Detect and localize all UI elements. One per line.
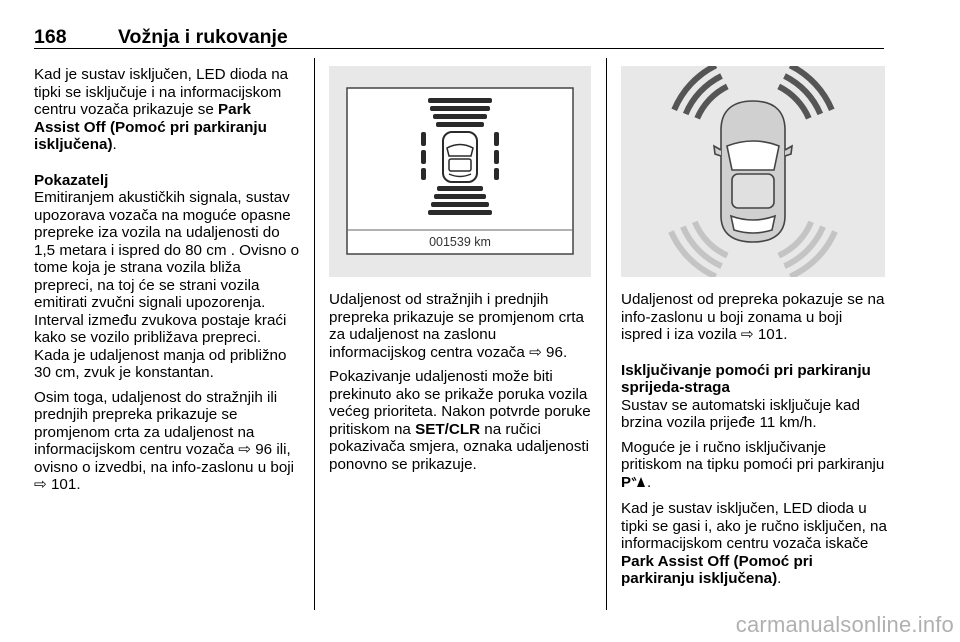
car-parking-zones-illustration <box>621 66 885 277</box>
page-reference-icon: ⇨ <box>34 476 47 493</box>
text-column-2 <box>329 291 595 480</box>
page-title: Vožnja i rukovanje <box>118 26 288 48</box>
section-heading: Pokazatelj <box>34 171 109 189</box>
parking-distance-display-illustration <box>329 66 591 277</box>
paragraph: Udaljenost od prepreka pokazuje se na info-zaslonu u boji zonama u boji ispred i iza vozila ⇨ 101. <box>621 291 885 343</box>
paragraph: Moguće je i ručno isključivanje pritiskom na tipku pomoći pri parkiranju P . <box>621 439 887 494</box>
text-column-3 <box>621 291 887 595</box>
odometer-reading: 001539 km <box>429 235 491 249</box>
page-reference-icon: ⇨ <box>238 441 251 458</box>
paragraph: Emitiranjem akustičkih signala, sustav upozorava vozača na moguće opasne prepreke iza vozila na udaljenosti do 1,5 metara i ispred do 80 cm . Ovisno o tome koja je strana vozila bliža prepreci, na toj će se strani vozila emitirati zvučni signali upozorenja. Interval između zvukova postaje kraći kako se vozilo približava prepreci. Kada je udaljenost manja od približno 30 cm, zvuk je konstantan. <box>34 189 300 381</box>
page-number: 168 <box>34 26 67 48</box>
figure-info-display <box>621 66 885 277</box>
page-header <box>34 14 884 49</box>
paragraph: Udaljenost od stražnjih i prednjih prepreka prikazuje se promjenom crta za udaljenost na zaslonu informacijskog centra vozača ⇨ 96. <box>329 291 584 361</box>
paragraph: Kad je sustav isključen, LED dioda na tipki se isključuje i na informacijskom centru vozača prikazuje se Park Assist Off (Pomoć pri parkiranju isključena). <box>34 66 289 153</box>
paragraph: Pokazivanje udaljenosti može biti prekinuto ako se prikaže poruka vozila većeg prioriteta. Nakon potvrde poruke pritiskom na SET/CLR na ručici pokazivača smjera, oznaka udaljenosti ponovno se prikazuje. <box>329 368 591 473</box>
watermark-text: carmanualsonline.info <box>735 612 954 637</box>
figure-driver-info-center <box>329 66 591 277</box>
text-column-1 <box>34 66 300 501</box>
section-heading: Isključivanje pomoći pri parkiranju sprijeda-straga <box>621 361 871 396</box>
page-reference-icon: ⇨ <box>740 326 754 343</box>
paragraph: Kad je sustav isključen, LED dioda u tipki se gasi i, ako je ručno isključen, na informacijskom centru vozača iskače Park Assist Off (Pomoć pri parkiranju isključena). <box>621 500 887 587</box>
paragraph: Sustav se automatski isključuje kad brzina vozila prijeđe 11 km/h. <box>621 396 860 431</box>
svg-text:P: P <box>621 473 632 489</box>
page-reference-icon: ⇨ <box>529 343 542 361</box>
column-divider <box>606 58 607 610</box>
park-assist-button-icon <box>621 474 647 494</box>
paragraph: Osim toga, udaljenost do stražnjih ili prednjih prepreka prikazuje se promjenom crta za udaljenost na informacijskom centru vozača ⇨ 96 ili, ovisno o izvedbi, na info-zaslonu u boji ⇨ 101. <box>34 388 295 493</box>
column-divider <box>314 58 315 610</box>
